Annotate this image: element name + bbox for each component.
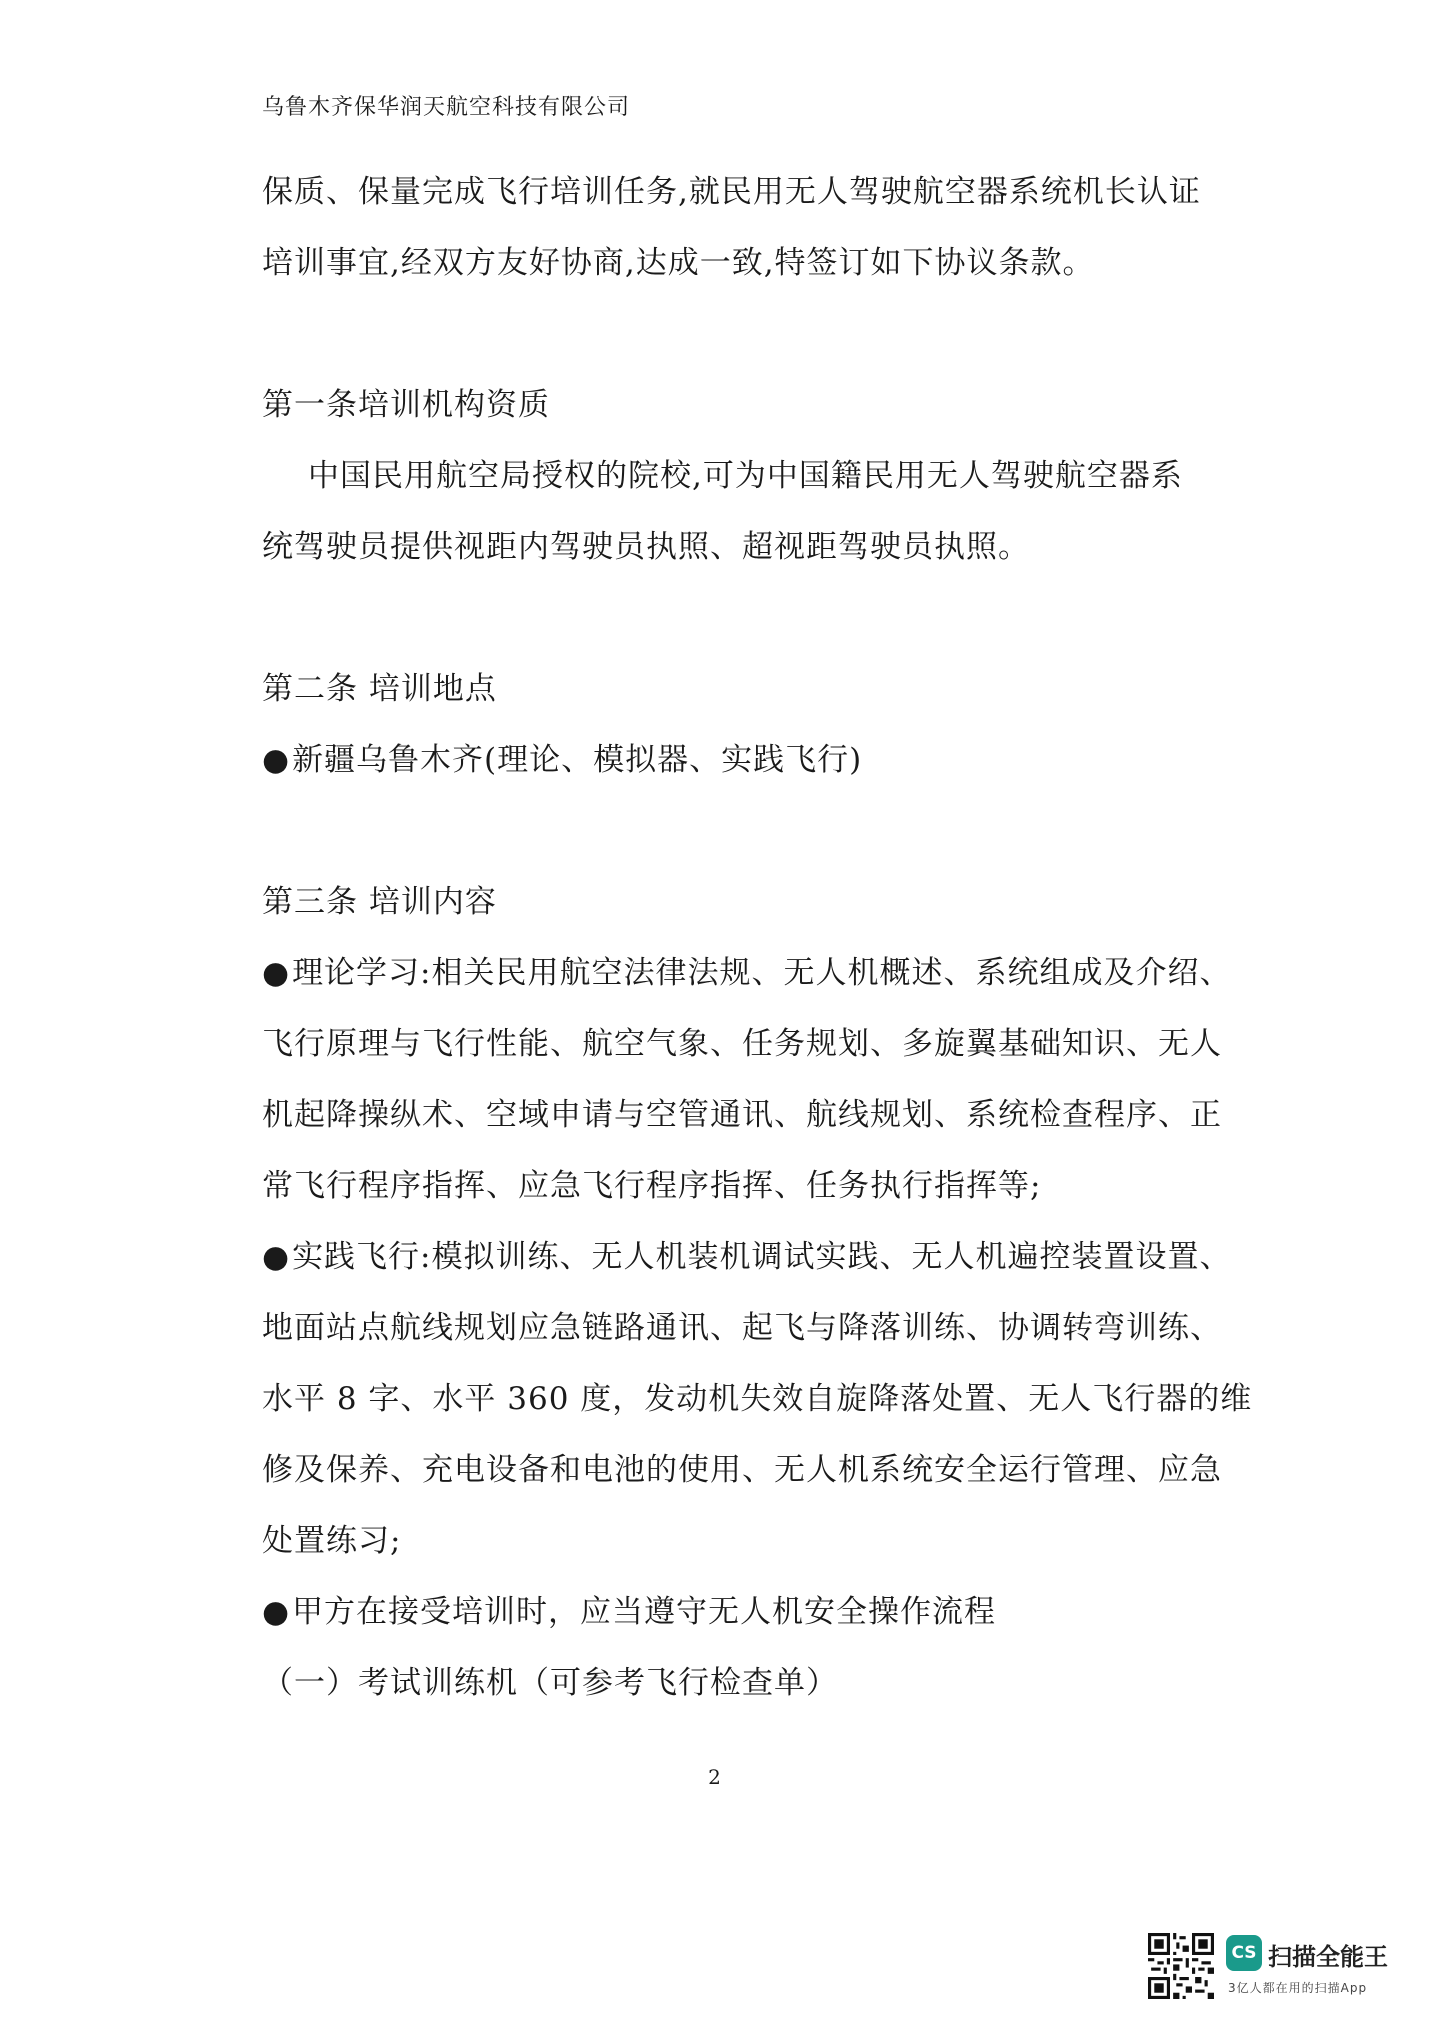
paragraph-line: 水平 8 字、水平 360 度，发动机失效自旋降落处置、无人飞行器的维 bbox=[262, 1381, 1253, 1417]
paragraph-line: 统驾驶员提供视距内驾驶员执照、超视距驾驶员执照。 bbox=[262, 529, 1030, 565]
section-heading: 第一条培训机构资质 bbox=[262, 387, 550, 423]
section-heading: 第二条 培训地点 bbox=[262, 671, 497, 707]
scanner-brand-name: 扫描全能王 bbox=[1268, 1943, 1388, 1971]
bullet-item: ● 新疆乌鲁木齐(理论、模拟器、实践飞行) bbox=[262, 740, 862, 780]
paragraph-line: 培训事宜,经双方友好协商,达成一致,特签订如下协议条款。 bbox=[262, 245, 1095, 281]
paragraph-line: 修及保养、充电设备和电池的使用、无人机系统安全运行管理、应急 bbox=[262, 1452, 1222, 1488]
paragraph-line: 保质、保量完成飞行培训任务,就民用无人驾驶航空器系统机长认证 bbox=[262, 174, 1201, 210]
subsection-heading: （一）考试训练机（可参考飞行检查单） bbox=[262, 1665, 838, 1701]
scanner-tagline: 3亿人都在用的扫描App bbox=[1228, 1981, 1368, 1995]
page-number: 2 bbox=[708, 1765, 721, 1789]
page-header: 乌鲁木齐保华润天航空科技有限公司 bbox=[262, 95, 631, 120]
cs-logo-icon: CS bbox=[1226, 1935, 1262, 1971]
scanner-watermark bbox=[1148, 1933, 1398, 2003]
qr-code-icon bbox=[1148, 1933, 1214, 1999]
section-heading: 第三条 培训内容 bbox=[262, 884, 497, 920]
bullet-item: ● 甲方在接受培训时，应当遵守无人机安全操作流程 bbox=[262, 1592, 996, 1632]
paragraph-line: 处置练习; bbox=[262, 1523, 402, 1559]
paragraph-line: 中国民用航空局授权的院校,可为中国籍民用无人驾驶航空器系 bbox=[308, 458, 1183, 494]
bullet-item: ● 实践飞行:模拟训练、无人机装机调试实践、无人机遍控装置设置、 bbox=[262, 1237, 1232, 1277]
paragraph-line: 飞行原理与飞行性能、航空气象、任务规划、多旋翼基础知识、无人 bbox=[262, 1026, 1222, 1062]
paragraph-line: 地面站点航线规划应急链路通讯、起飞与降落训练、协调转弯训练、 bbox=[262, 1310, 1222, 1346]
paragraph-line: 机起降操纵术、空域申请与空管通讯、航线规划、系统检查程序、正 bbox=[262, 1097, 1222, 1133]
paragraph-line: 常飞行程序指挥、应急飞行程序指挥、任务执行指挥等; bbox=[262, 1168, 1042, 1204]
bullet-item: ● 理论学习:相关民用航空法律法规、无人机概述、系统组成及介绍、 bbox=[262, 953, 1232, 993]
